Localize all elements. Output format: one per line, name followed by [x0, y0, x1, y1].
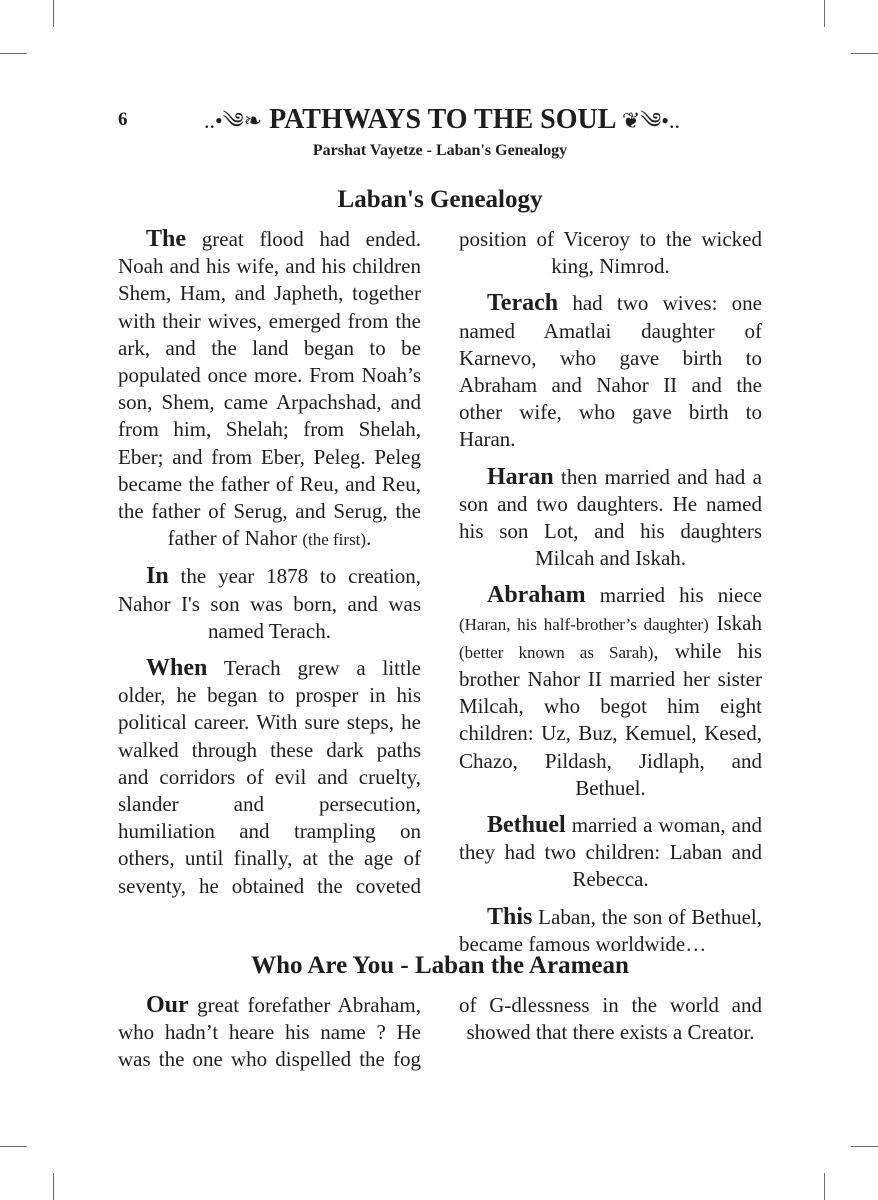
paragraph: In the year 1878 to creation, Nahor I's son was born, and was named Terach.	[118, 563, 421, 643]
crop-mark	[53, 1173, 54, 1200]
paragraph: Abraham married his niece (Haran, his half-brother’s daughter) Iskah (better known as Sarah), while his brother Nahor II married her sister Milcah, who begot him eight children: Uz, Buz, Kemuel, Kesed, Chazo, Pildash, Jidlaph, and Bethuel.	[459, 582, 762, 800]
ornament-right-icon: ❦༄•..	[621, 108, 681, 133]
book-title: PATHWAYS TO THE SOUL	[269, 104, 615, 135]
right-column	[459, 992, 762, 1056]
ornament-left-icon: ..•༄❧	[203, 108, 263, 133]
section-title: Who Are You - Laban the Aramean	[251, 952, 629, 979]
chapter-subtitle: Parshat Vayetze - Laban's Genealogy	[312, 142, 568, 159]
paragraph: of G-dlessness in the world and showed that there exists a Creator.	[459, 993, 762, 1045]
crop-mark	[851, 53, 878, 54]
paragraph: The great flood had ended. Noah and his wife, and his children Shem, Ham, and Japheth, together with their wives, emerged from the ark, and the land began to be populated once more. From Noah’s son, Shem, came Arpachshad, and from him, Shelah; from Shelah, Eber; and from Eber, Peleg. Peleg became the father of Reu, and Reu, the father of Serug, and Serug, the father of Nahor (the first).	[118, 226, 421, 551]
paragraph: Bethuel married a woman, and they had two children: Laban and Rebecca.	[459, 812, 762, 892]
crop-mark	[824, 0, 825, 27]
paragraph: Haran then married and had a son and two daughters. He named his son Lot, and his daughters Milcah and Iskah.	[459, 463, 762, 571]
crop-mark	[851, 1146, 878, 1147]
left-column	[118, 992, 421, 1084]
crop-mark	[53, 0, 54, 27]
right-column	[459, 226, 762, 968]
left-column	[118, 226, 421, 910]
paragraph: When Terach grew a little older, he began to prosper in his political career. With sure steps, he walked through these dark paths and corridors of evil and cruelty, slander and persecution, humiliation and trampling on others, until finally, at the age of seventy, he obtained the coveted	[118, 655, 421, 898]
crop-mark	[0, 1146, 27, 1147]
paragraph: Our great forefather Abraham, who hadn’t heare his name ? He was the one who dispelled the fog	[118, 992, 421, 1072]
section-title: Laban's Genealogy	[337, 186, 543, 213]
paragraph: position of Viceroy to the wicked king, Nimrod.	[459, 227, 762, 279]
paragraph: Terach had two wives: one named Amatlai daughter of Karnevo, who gave birth to Abraham and Nahor II and the other wife, who gave birth to Haran.	[459, 290, 762, 452]
paragraph: This Laban, the son of Bethuel, became famous worldwide…	[459, 903, 762, 956]
crop-mark	[0, 53, 27, 54]
page-number: 6	[118, 109, 128, 130]
crop-mark	[824, 1173, 825, 1200]
